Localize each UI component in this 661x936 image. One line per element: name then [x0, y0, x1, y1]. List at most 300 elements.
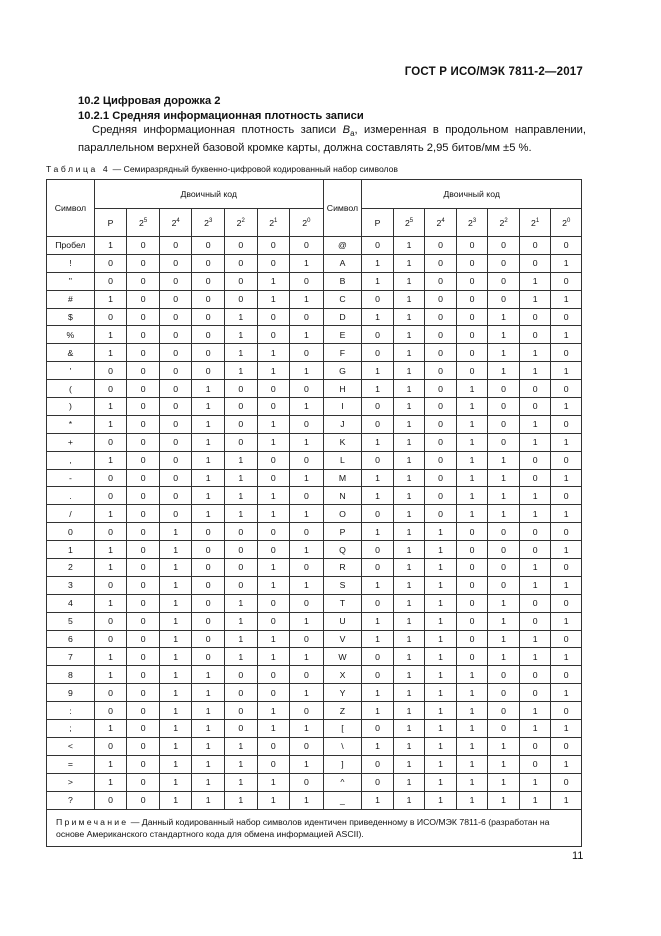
bit-cell: 1 — [393, 630, 425, 648]
bit-cell: 0 — [257, 541, 290, 559]
bit-cell: 0 — [425, 326, 457, 344]
bit-cell: 0 — [290, 630, 324, 648]
bit-cell: 1 — [488, 737, 520, 755]
bit-cell: 0 — [456, 594, 488, 612]
bit-cell: 1 — [362, 576, 394, 594]
bit-cell: 1 — [393, 451, 425, 469]
bit-cell: 1 — [257, 290, 290, 308]
bit-header: $2^2$ — [488, 209, 520, 237]
bit-cell: 0 — [362, 344, 394, 362]
bit-cell: 1 — [94, 398, 127, 416]
bit-cell: 0 — [192, 362, 225, 380]
bit-cell: 1 — [159, 773, 192, 791]
bit-cell: 1 — [94, 755, 127, 773]
table-row — [47, 737, 582, 755]
bit-cell: 0 — [127, 630, 160, 648]
bit-cell: 0 — [551, 594, 582, 612]
bit-cell: 0 — [224, 559, 257, 577]
bit-cell: 0 — [224, 433, 257, 451]
col-symbol-right: Символ — [323, 180, 362, 237]
bit-cell: 0 — [192, 541, 225, 559]
bit-cell: 0 — [257, 755, 290, 773]
bit-cell: 1 — [393, 666, 425, 684]
bit-cell: 0 — [456, 254, 488, 272]
bit-cell: 1 — [425, 755, 457, 773]
bit-cell: 1 — [488, 487, 520, 505]
bit-cell: 1 — [425, 702, 457, 720]
symbol-cell: L — [323, 451, 362, 469]
bit-cell: 0 — [362, 326, 394, 344]
bit-cell: 1 — [456, 773, 488, 791]
bit-cell: 0 — [192, 344, 225, 362]
bit-cell: 0 — [488, 433, 520, 451]
bit-cell: 0 — [94, 684, 127, 702]
bit-cell: 1 — [456, 398, 488, 416]
bit-cell: 1 — [257, 272, 290, 290]
bit-cell: 0 — [519, 594, 551, 612]
bit-cell: 0 — [127, 737, 160, 755]
bit-cell: 0 — [94, 254, 127, 272]
bit-cell: 0 — [425, 415, 457, 433]
bit-cell: 0 — [127, 541, 160, 559]
bit-cell: 0 — [425, 308, 457, 326]
bit-cell: 1 — [94, 648, 127, 666]
bit-cell: 0 — [488, 559, 520, 577]
bit-cell: 1 — [393, 541, 425, 559]
bit-cell: 0 — [127, 469, 160, 487]
symbol-cell: 2 — [47, 559, 95, 577]
bit-cell: 1 — [224, 773, 257, 791]
bit-cell: 1 — [94, 290, 127, 308]
bit-cell: 0 — [94, 737, 127, 755]
bit-cell: 1 — [257, 702, 290, 720]
bit-cell: 1 — [224, 737, 257, 755]
symbol-cell: $ — [47, 308, 95, 326]
bit-cell: 1 — [393, 326, 425, 344]
table-row — [47, 380, 582, 398]
symbol-cell: O — [323, 505, 362, 523]
table-row — [47, 702, 582, 720]
bit-cell: 1 — [362, 469, 394, 487]
bit-cell: 0 — [362, 451, 394, 469]
bit-cell: 0 — [127, 398, 160, 416]
bit-cell: 1 — [551, 720, 582, 738]
symbol-cell: # — [47, 290, 95, 308]
bit-cell: 0 — [94, 272, 127, 290]
bit-cell: 0 — [519, 451, 551, 469]
bit-cell: 0 — [127, 773, 160, 791]
bit-cell: 1 — [456, 755, 488, 773]
symbol-cell: 9 — [47, 684, 95, 702]
bit-cell: 1 — [393, 559, 425, 577]
symbol-b: B — [342, 124, 351, 136]
bit-cell: 1 — [94, 559, 127, 577]
bit-cell: 0 — [519, 326, 551, 344]
symbol-cell: I — [323, 398, 362, 416]
bit-cell: 0 — [519, 523, 551, 541]
symbol-cell: P — [323, 523, 362, 541]
bit-cell: 0 — [290, 415, 324, 433]
bit-cell: 0 — [127, 487, 160, 505]
section-title: 10.2 Цифровая дорожка 2 — [78, 95, 221, 107]
bit-cell: 1 — [94, 594, 127, 612]
bit-cell: 0 — [224, 702, 257, 720]
bit-cell: 0 — [159, 344, 192, 362]
bit-cell: 1 — [456, 737, 488, 755]
bit-cell: 1 — [519, 505, 551, 523]
bit-cell: 1 — [393, 773, 425, 791]
bit-cell: 0 — [551, 487, 582, 505]
bit-cell: 0 — [519, 612, 551, 630]
bit-cell: 1 — [159, 791, 192, 809]
bit-cell: 1 — [290, 684, 324, 702]
bit-cell: 1 — [393, 702, 425, 720]
bit-cell: 0 — [551, 380, 582, 398]
bit-cell: 1 — [192, 469, 225, 487]
symbol-cell: ' — [47, 362, 95, 380]
bit-cell: 0 — [257, 398, 290, 416]
bit-cell: 1 — [290, 398, 324, 416]
bit-cell: 1 — [551, 505, 582, 523]
symbol-cell: W — [323, 648, 362, 666]
bit-cell: 0 — [488, 720, 520, 738]
table-row — [47, 487, 582, 505]
bit-cell: 0 — [425, 469, 457, 487]
table-row — [47, 541, 582, 559]
bit-cell: 1 — [362, 523, 394, 541]
symbol-cell: * — [47, 415, 95, 433]
bit-cell: 1 — [290, 541, 324, 559]
bit-cell: 0 — [224, 272, 257, 290]
bit-cell: 1 — [159, 576, 192, 594]
bit-cell: 1 — [488, 326, 520, 344]
bit-cell: 0 — [290, 308, 324, 326]
symbol-cell: < — [47, 737, 95, 755]
bit-cell: 0 — [551, 272, 582, 290]
symbol-cell: ! — [47, 254, 95, 272]
bit-cell: 1 — [192, 398, 225, 416]
bit-cell: 0 — [290, 666, 324, 684]
bit-cell: 0 — [290, 737, 324, 755]
table-row — [47, 773, 582, 791]
bit-cell: 0 — [362, 505, 394, 523]
bit-cell: 0 — [290, 702, 324, 720]
table-row — [47, 398, 582, 416]
symbol-cell: - — [47, 469, 95, 487]
bit-cell: 0 — [224, 666, 257, 684]
bit-cell: 1 — [519, 630, 551, 648]
bit-cell: 1 — [159, 666, 192, 684]
bit-cell: 0 — [94, 630, 127, 648]
bit-cell: 1 — [425, 559, 457, 577]
bit-cell: 0 — [127, 308, 160, 326]
bit-cell: 0 — [257, 523, 290, 541]
bit-cell: 0 — [127, 451, 160, 469]
bit-cell: 0 — [519, 380, 551, 398]
bit-cell: 1 — [290, 254, 324, 272]
note-label: Примечание — [56, 816, 129, 827]
bit-cell: 0 — [456, 344, 488, 362]
bit-cell: 1 — [290, 612, 324, 630]
bit-cell: 1 — [290, 576, 324, 594]
bit-cell: 0 — [519, 755, 551, 773]
bit-cell: 1 — [551, 576, 582, 594]
bit-cell: 1 — [94, 415, 127, 433]
symbol-cell: ) — [47, 398, 95, 416]
bit-cell: 0 — [94, 469, 127, 487]
bit-cell: 0 — [159, 237, 192, 255]
bit-cell: 1 — [393, 308, 425, 326]
bit-header: $2^5$ — [393, 209, 425, 237]
bit-cell: 1 — [224, 487, 257, 505]
bit-cell: 1 — [519, 433, 551, 451]
bit-header-p: P — [362, 209, 394, 237]
bit-cell: 0 — [362, 666, 394, 684]
bit-cell: 0 — [290, 487, 324, 505]
bit-cell: 1 — [488, 755, 520, 773]
symbol-cell: J — [323, 415, 362, 433]
bit-cell: 0 — [362, 773, 394, 791]
symbol-cell: Y — [323, 684, 362, 702]
bit-cell: 0 — [257, 666, 290, 684]
bit-cell: 1 — [551, 433, 582, 451]
bit-cell: 0 — [159, 380, 192, 398]
bit-cell: 0 — [456, 272, 488, 290]
symbol-cell: _ — [323, 791, 362, 809]
bit-cell: 0 — [425, 272, 457, 290]
symbol-cell: ^ — [323, 773, 362, 791]
symbol-cell: C — [323, 290, 362, 308]
bit-cell: 0 — [127, 612, 160, 630]
table-row — [47, 594, 582, 612]
bit-cell: 1 — [456, 469, 488, 487]
bit-cell: 1 — [362, 487, 394, 505]
bit-cell: 1 — [551, 648, 582, 666]
bit-cell: 1 — [488, 469, 520, 487]
symbol-cell: 3 — [47, 576, 95, 594]
bit-cell: 1 — [456, 684, 488, 702]
bit-cell: 0 — [488, 666, 520, 684]
bit-cell: 0 — [159, 415, 192, 433]
bit-cell: 1 — [393, 505, 425, 523]
bit-cell: 0 — [425, 362, 457, 380]
bit-cell: 1 — [425, 612, 457, 630]
bit-cell: 0 — [456, 308, 488, 326]
bit-cell: 1 — [224, 362, 257, 380]
bit-cell: 1 — [519, 362, 551, 380]
bit-cell: 0 — [362, 541, 394, 559]
bit-header: $2^2$ — [224, 209, 257, 237]
bit-cell: 0 — [456, 541, 488, 559]
bit-cell: 0 — [551, 702, 582, 720]
bit-cell: 0 — [257, 594, 290, 612]
bit-cell: 0 — [519, 254, 551, 272]
bit-header: $2^1$ — [519, 209, 551, 237]
bit-cell: 1 — [290, 290, 324, 308]
bit-cell: 1 — [192, 433, 225, 451]
bit-cell: 0 — [425, 398, 457, 416]
bit-cell: 1 — [159, 594, 192, 612]
bit-cell: 0 — [94, 487, 127, 505]
table-row — [47, 290, 582, 308]
bit-cell: 1 — [257, 630, 290, 648]
bit-cell: 0 — [224, 415, 257, 433]
bit-cell: 0 — [224, 684, 257, 702]
bit-cell: 0 — [224, 398, 257, 416]
bit-cell: 0 — [425, 380, 457, 398]
bit-cell: 1 — [192, 755, 225, 773]
symbol-cell: ; — [47, 720, 95, 738]
bit-cell: 1 — [159, 702, 192, 720]
bit-cell: 0 — [488, 702, 520, 720]
bit-cell: 1 — [362, 702, 394, 720]
symbol-cell: + — [47, 433, 95, 451]
bit-cell: 1 — [257, 433, 290, 451]
table-row — [47, 326, 582, 344]
bit-cell: 1 — [488, 308, 520, 326]
bit-cell: 0 — [551, 773, 582, 791]
bit-cell: 0 — [257, 237, 290, 255]
table-row — [47, 648, 582, 666]
bit-cell: 0 — [362, 755, 394, 773]
bit-cell: 0 — [127, 755, 160, 773]
symbol-cell: ( — [47, 380, 95, 398]
bit-cell: 0 — [127, 433, 160, 451]
bit-cell: 1 — [393, 290, 425, 308]
bit-cell: 1 — [257, 362, 290, 380]
symbol-cell: " — [47, 272, 95, 290]
bit-cell: 0 — [192, 630, 225, 648]
bit-cell: 0 — [488, 523, 520, 541]
bit-cell: 0 — [551, 344, 582, 362]
bit-header: $2^1$ — [257, 209, 290, 237]
bit-cell: 0 — [224, 523, 257, 541]
bit-cell: 1 — [456, 720, 488, 738]
bit-cell: 1 — [224, 612, 257, 630]
bit-cell: 1 — [224, 451, 257, 469]
table-row — [47, 684, 582, 702]
table-row — [47, 755, 582, 773]
bit-cell: 0 — [456, 648, 488, 666]
bit-cell: 1 — [159, 648, 192, 666]
bit-cell: 1 — [488, 630, 520, 648]
bit-cell: 1 — [94, 326, 127, 344]
bit-header: $2^3$ — [192, 209, 225, 237]
bit-cell: 1 — [393, 684, 425, 702]
bit-cell: 1 — [362, 254, 394, 272]
bit-cell: 0 — [425, 487, 457, 505]
symbol-cell: 0 — [47, 523, 95, 541]
bit-cell: 0 — [551, 666, 582, 684]
bit-cell: 0 — [127, 254, 160, 272]
symbol-cell: = — [47, 755, 95, 773]
bit-cell: 0 — [94, 362, 127, 380]
col-symbol-left: Символ — [47, 180, 95, 237]
symbol-cell: 7 — [47, 648, 95, 666]
bit-cell: 0 — [551, 630, 582, 648]
bit-cell: 0 — [488, 684, 520, 702]
bit-cell: 1 — [159, 737, 192, 755]
bit-cell: 0 — [192, 612, 225, 630]
bit-cell: 0 — [257, 737, 290, 755]
bit-cell: 1 — [159, 541, 192, 559]
bit-cell: 1 — [362, 308, 394, 326]
bit-cell: 0 — [488, 290, 520, 308]
symbol-cell: Z — [323, 702, 362, 720]
bit-cell: 0 — [127, 648, 160, 666]
bit-cell: 1 — [224, 630, 257, 648]
bit-cell: 1 — [519, 791, 551, 809]
bit-cell: 0 — [159, 469, 192, 487]
bit-cell: 1 — [551, 755, 582, 773]
symbol-cell: E — [323, 326, 362, 344]
bit-cell: 1 — [362, 684, 394, 702]
symbol-cell: % — [47, 326, 95, 344]
symbol-cell: Q — [323, 541, 362, 559]
bit-cell: 0 — [362, 594, 394, 612]
table-row — [47, 237, 582, 255]
subsection-title: 10.2.1 Средняя информационная плотность записи — [78, 110, 364, 122]
symbol-cell: M — [323, 469, 362, 487]
bit-cell: 1 — [224, 308, 257, 326]
bit-cell: 1 — [257, 648, 290, 666]
bit-cell: 0 — [192, 237, 225, 255]
bit-cell: 1 — [551, 684, 582, 702]
bit-cell: 0 — [488, 272, 520, 290]
bit-cell: 0 — [456, 576, 488, 594]
bit-cell: 0 — [456, 326, 488, 344]
note-text: — Данный кодированный набор символов идентичен приведенному в ИСО/МЭК 7811-6 (разработан на основе Американского стандартного кода для обмена информацией ASCII). — [56, 816, 550, 839]
symbol-cell: : — [47, 702, 95, 720]
bit-cell: 1 — [551, 290, 582, 308]
bit-cell: 0 — [362, 720, 394, 738]
bit-cell: 0 — [127, 290, 160, 308]
bit-cell: 1 — [192, 720, 225, 738]
bit-cell: 1 — [551, 791, 582, 809]
bit-cell: 0 — [94, 308, 127, 326]
bit-cell: 1 — [224, 344, 257, 362]
symbol-cell: 6 — [47, 630, 95, 648]
bit-cell: 1 — [425, 523, 457, 541]
bit-cell: 1 — [519, 773, 551, 791]
bit-cell: 1 — [159, 684, 192, 702]
bit-cell: 1 — [393, 433, 425, 451]
bit-cell: 1 — [393, 344, 425, 362]
bit-header: $2^0$ — [551, 209, 582, 237]
symbol-subscript: a — [350, 129, 355, 139]
bit-cell: 1 — [290, 326, 324, 344]
bit-cell: 0 — [159, 308, 192, 326]
bit-cell: 0 — [290, 523, 324, 541]
bit-header: $2^4$ — [159, 209, 192, 237]
bit-cell: 1 — [425, 630, 457, 648]
bit-cell: 1 — [488, 773, 520, 791]
bit-cell: 1 — [456, 451, 488, 469]
bit-cell: 0 — [127, 326, 160, 344]
bit-cell: 0 — [519, 308, 551, 326]
bit-cell: 1 — [159, 755, 192, 773]
col-binary-left: Двоичный код — [94, 180, 323, 209]
bit-cell: 0 — [127, 380, 160, 398]
bit-cell: 0 — [127, 684, 160, 702]
symbol-cell: H — [323, 380, 362, 398]
table-row — [47, 630, 582, 648]
bit-cell: 1 — [224, 326, 257, 344]
bit-cell: 1 — [393, 380, 425, 398]
bit-cell: 0 — [224, 237, 257, 255]
bit-cell: 0 — [425, 451, 457, 469]
bit-cell: 0 — [488, 576, 520, 594]
